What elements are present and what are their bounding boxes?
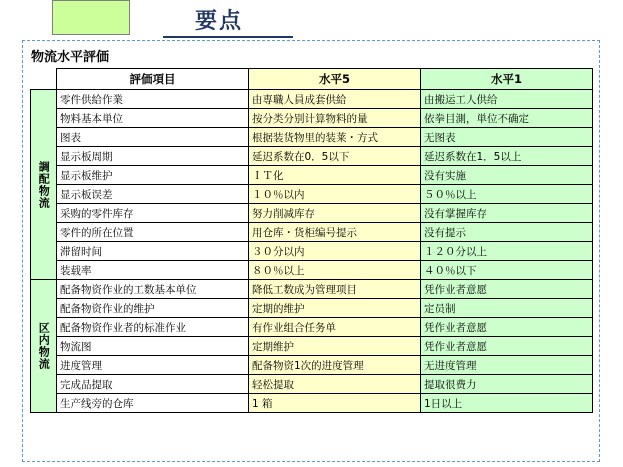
row-level5: 努力削减库存 bbox=[249, 204, 421, 223]
table-row bbox=[31, 147, 593, 166]
row-item: 显示板维护 bbox=[57, 166, 249, 185]
evaluation-table bbox=[30, 68, 593, 413]
row-item: 物料基本単位 bbox=[57, 109, 249, 128]
table-row bbox=[31, 299, 593, 318]
section-title: 物流水平評価 bbox=[31, 50, 110, 65]
green-box-inner bbox=[53, 1, 129, 34]
decorative-green-box bbox=[52, 0, 130, 35]
row-level1: 没有实施 bbox=[421, 166, 593, 185]
row-level1: 没有提示 bbox=[421, 223, 593, 242]
table-row bbox=[31, 318, 593, 337]
row-level5: 用仓库・货柜编号提示 bbox=[249, 223, 421, 242]
table-row bbox=[31, 185, 593, 204]
row-item: 进度管理 bbox=[57, 356, 249, 375]
row-level1: 没有掌握库存 bbox=[421, 204, 593, 223]
row-level5: 1 箱 bbox=[249, 394, 421, 413]
row-item: 零件供給作業 bbox=[57, 90, 249, 109]
row-level1: 定员制 bbox=[421, 299, 593, 318]
row-level5: 定期的维护 bbox=[249, 299, 421, 318]
row-level5: 有作业组合任务单 bbox=[249, 318, 421, 337]
group-label-distribution-text: 調配物流 bbox=[37, 160, 51, 209]
row-level5: 配备物资1次的进度管理 bbox=[249, 356, 421, 375]
row-level1: 凭作业者意愿 bbox=[421, 318, 593, 337]
table-row bbox=[31, 166, 593, 185]
header-level5: 水平5 bbox=[249, 69, 421, 90]
row-level1: 延迟系数在1．5以上 bbox=[421, 147, 593, 166]
page-title: 要点 bbox=[195, 9, 244, 34]
row-level1: 1日以上 bbox=[421, 394, 593, 413]
row-level5: 定期维护 bbox=[249, 337, 421, 356]
group-label-internal bbox=[31, 280, 57, 413]
table-row bbox=[31, 337, 593, 356]
row-item: 装载率 bbox=[57, 261, 249, 280]
row-level5: 延迟系数在0．5以下 bbox=[249, 147, 421, 166]
row-item: 物流图 bbox=[57, 337, 249, 356]
table-row bbox=[31, 280, 593, 299]
row-level1: 无图表 bbox=[421, 128, 593, 147]
row-item: 配备物资作业的工数基本单位 bbox=[57, 280, 249, 299]
header-corner bbox=[31, 69, 57, 90]
row-level1: ４０％以下 bbox=[421, 261, 593, 280]
table-row bbox=[31, 356, 593, 375]
row-level5: ＩＴ化 bbox=[249, 166, 421, 185]
row-level1: 无进度管理 bbox=[421, 356, 593, 375]
table-header-row bbox=[31, 69, 593, 90]
title-underline bbox=[163, 36, 293, 38]
row-level5: ８０％以上 bbox=[249, 261, 421, 280]
table-row bbox=[31, 90, 593, 109]
table-row bbox=[31, 394, 593, 413]
row-level1: 凭作业者意愿 bbox=[421, 337, 593, 356]
row-level1: １２０分以上 bbox=[421, 242, 593, 261]
header-item: 評価項目 bbox=[57, 69, 249, 90]
row-level1: 提取很费力 bbox=[421, 375, 593, 394]
row-level1: 由搬运工人供给 bbox=[421, 90, 593, 109]
row-item: 显示板误差 bbox=[57, 185, 249, 204]
row-level1: 凭作业者意愿 bbox=[421, 280, 593, 299]
table-row bbox=[31, 375, 593, 394]
table-row bbox=[31, 223, 593, 242]
row-item: 零件的所在位置 bbox=[57, 223, 249, 242]
row-level5: 由専職人員成套供給 bbox=[249, 90, 421, 109]
row-item: 完成品提取 bbox=[57, 375, 249, 394]
group-label-internal-text: 区内物流 bbox=[37, 322, 51, 370]
row-item: 采购的零件库存 bbox=[57, 204, 249, 223]
table-row bbox=[31, 204, 593, 223]
table-row bbox=[31, 109, 593, 128]
row-level5: 降低工数成为管理项目 bbox=[249, 280, 421, 299]
row-level1: ５０％以上 bbox=[421, 185, 593, 204]
header-level1: 水平1 bbox=[421, 69, 593, 90]
table-row bbox=[31, 261, 593, 280]
row-item: 配备物资作业的维护 bbox=[57, 299, 249, 318]
table-row bbox=[31, 242, 593, 261]
row-item: 显示板周期 bbox=[57, 147, 249, 166]
row-item: 生产线旁的仓库 bbox=[57, 394, 249, 413]
row-level5: １０％以内 bbox=[249, 185, 421, 204]
row-level5: 轻松提取 bbox=[249, 375, 421, 394]
group-label-distribution bbox=[31, 90, 57, 280]
row-item: 滞留时间 bbox=[57, 242, 249, 261]
row-level5: ３０分以内 bbox=[249, 242, 421, 261]
row-level5: 根据装货物里的装莱・方式 bbox=[249, 128, 421, 147]
table-row bbox=[31, 128, 593, 147]
row-item: 图表 bbox=[57, 128, 249, 147]
row-item: 配备物资作业者的标准作业 bbox=[57, 318, 249, 337]
row-level5: 按分类分别计算物料的量 bbox=[249, 109, 421, 128]
row-level1: 依拳目測，単位不确定 bbox=[421, 109, 593, 128]
